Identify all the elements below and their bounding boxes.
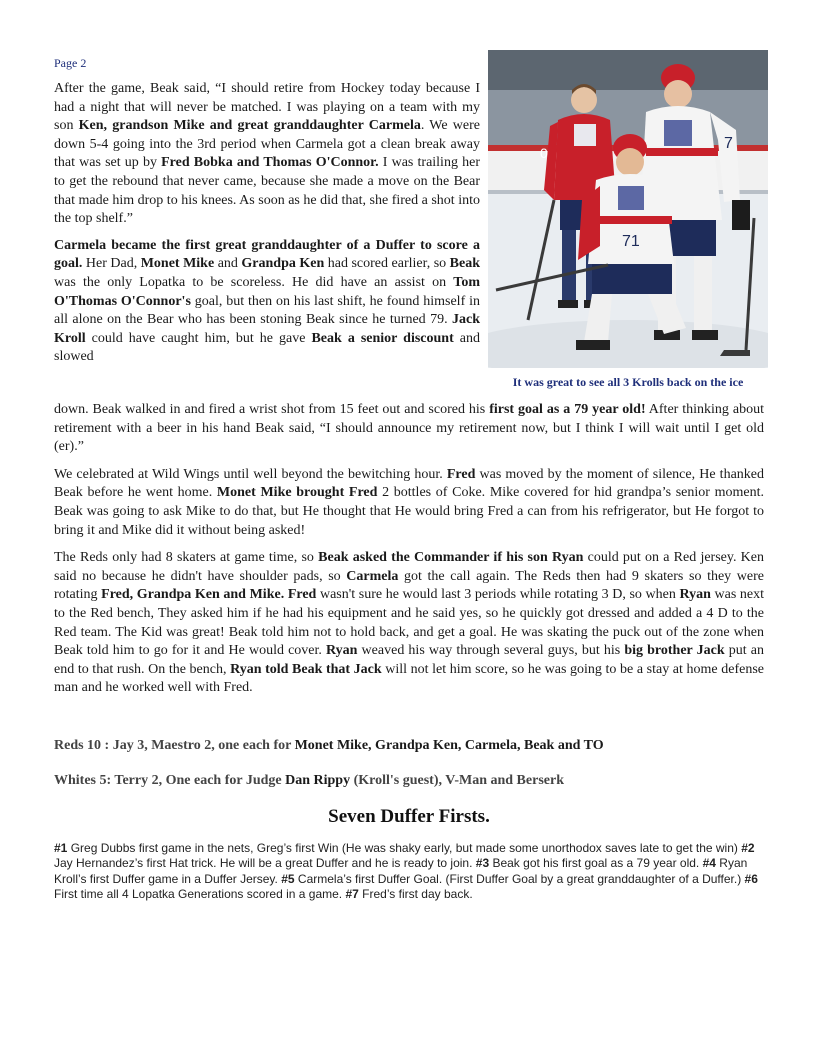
score-whites [54, 773, 764, 789]
text-run: Monet Mike [140, 256, 215, 272]
text-run: was next to the Red bench, They asked him if he had his equipment and he said yes, so he quickly got dressed and added a 4 D to the Red team. The Kid was great! Beak told him not to hold back, and get a goal. He was skating the puck out of the zone when Beak told him to go for it and He would cover. [54, 587, 764, 659]
text-run: Carmela [346, 568, 399, 584]
paragraph-carmela-goal [54, 237, 480, 367]
text-run: was the only Lopatka to be scoreless. He did have an assist on [54, 274, 454, 290]
text-run: down. Beak walked in and fired a wrist shot from 15 feet out and scored his [54, 402, 490, 417]
text-run: Beak asked the Commander if his son Ryan [318, 550, 584, 566]
paragraph-beak-quote [54, 80, 480, 229]
full-width-text [54, 401, 764, 707]
photo-caption: It was great to see all 3 Krolls back on the ice [512, 375, 744, 389]
text-run: Ken, grandson Mike and great granddaughter Carmela [78, 118, 421, 134]
text-run: #6 [744, 871, 758, 886]
text-run: Ryan [326, 643, 358, 659]
text-run: could have caught him, but he gave [85, 330, 312, 346]
text-run: 2 bottles of Coke. Mike covered for hid grandpa’s senior moment. Beak was going to ask Mike to do that, but He thought that He would bring Fred a can from his refrigerator, but He forgot to bring it and Mike did it without being asked! [54, 485, 764, 538]
duffer-firsts-list [54, 841, 759, 902]
text-run: Her Dad, [82, 256, 141, 272]
text-run: We celebrated at Wild Wings until well beyond the bewitching hour. [54, 466, 447, 482]
text-run: Ryan Kroll’s first Duffer game in a Duffer Jersey. [54, 856, 748, 886]
jersey-number-front: 71 [622, 233, 640, 250]
text-run: Fred, Grandpa Ken and Mike. Fred [101, 587, 317, 603]
text-run: got the call again. The Reds then had 9 skaters so they were rotating [54, 568, 765, 603]
text-run: First time all 4 Lopatka Generations scored in a game. [54, 886, 346, 901]
text-run: Monet Mike, Grandpa Ken, Carmela, Beak and TO [294, 738, 604, 753]
kroll-players-image [488, 50, 768, 368]
text-run: . We were down 5-4 going into the 3rd period when Carmela got a clean break away that was set up by [54, 118, 480, 171]
text-run: Ryan [679, 587, 711, 603]
text-run: #3 [475, 856, 490, 871]
text-run: goal, but then on his last shift, he found himself in all alone on the Bear who has been stoning Beak since he turned 79. [54, 293, 480, 328]
hockey-photo [488, 50, 768, 368]
text-run: had scored earlier, so [324, 256, 450, 272]
text-run: Tom O'Thomas O'Connor's [54, 274, 480, 309]
paragraph-celebration [54, 466, 764, 540]
text-run: Beak a senior discount [311, 330, 454, 346]
text-run: Carmela’s first Duffer Goal. (First Duffer Goal by a great granddaughter of a Duffer.) [294, 871, 745, 886]
text-run: Fred [446, 466, 476, 482]
text-run: , one each for [211, 738, 295, 753]
text-run: After thinking about retirement with a beer in his hand Beak said, “I should announce my retirement now, but I think I will wait until I get old (er).” [54, 402, 764, 455]
text-run: Beak [449, 256, 480, 272]
text-run: Jack Kroll [54, 312, 480, 346]
jersey-number-right: 7 [724, 135, 733, 152]
text-run: After the game, Beak said, “I should retire from Hockey today because I had a night that will never be matched. I was playing on a team with my son [54, 81, 480, 134]
text-run: wasn't sure he would last 3 periods while rotating 3 D, so when [316, 587, 680, 603]
left-column [54, 80, 480, 375]
text-run: Fred Bobka and Thomas O'Connor. [161, 155, 379, 171]
paragraph-retirement [54, 401, 764, 457]
text-run: Fred’s first day back. [358, 886, 473, 901]
text-run: will not let him score, so he was going to be a stay at home defense man and he worked well with Fred. [54, 661, 764, 696]
text-run: I was trailing her to get the rebound that never came, because she made a move on the Bear that made him drop to his knees. As soon as he did that, she fired a shot into the top shelf.” [54, 155, 480, 227]
text-run: #4 [702, 856, 716, 871]
text-run: and slowed [54, 330, 480, 365]
text-run: Reds 10 : Jay 3, Maestro 2 [54, 738, 212, 753]
text-run: (Kroll's guest), V-Man and Berserk [350, 773, 564, 788]
text-run: Dan Rippy [285, 773, 351, 788]
text-run: Whites 5: Terry 2, One each for Judge [54, 773, 286, 788]
text-run: #1 [54, 841, 68, 855]
text-run: The Reds only had 8 skaters at game time, so [54, 550, 319, 566]
text-run: #7 [345, 886, 359, 901]
text-run: and [214, 256, 242, 272]
text-run: was moved by the moment of silence, He thanked Beak before he went home. [54, 466, 764, 501]
score-reds [54, 738, 764, 754]
section-heading: Seven Duffer Firsts. [328, 806, 490, 827]
text-run: #5 [281, 871, 295, 886]
text-run: Beak got his first goal as a 79 year old. [489, 856, 703, 871]
text-run: Monet Mike brought Fred [216, 485, 378, 501]
jersey-number-left: 0 [540, 145, 548, 161]
text-run: could put on a Red jersey. Ken said no because he didn't have shoulder pads, so [54, 550, 764, 584]
text-run: Carmela became the first great granddaughter of a Duffer to score a goal. [54, 237, 480, 272]
text-run: Ryan told Beak that Jack [230, 661, 382, 677]
text-run: put an end to that rush. On the bench, [54, 643, 764, 677]
text-run: weaved his way through several guys, but his [357, 643, 625, 659]
text-run: Greg Dubbs first game in the nets, Greg’s first Win (He was shaky early, but made some unorthodox saves late to get the win) [67, 841, 742, 855]
text-run: first goal as a 79 year old! [489, 402, 646, 417]
page-number: Page 2 [54, 56, 87, 70]
paragraph-reds-skaters [54, 549, 764, 698]
text-run: Jay Hernandez’s first Hat trick. He will be a great Duffer and he is ready to join. [54, 856, 476, 871]
text-run: Grandpa Ken [241, 256, 325, 272]
text-run: big brother Jack [624, 643, 725, 659]
text-run: #2 [741, 841, 755, 855]
